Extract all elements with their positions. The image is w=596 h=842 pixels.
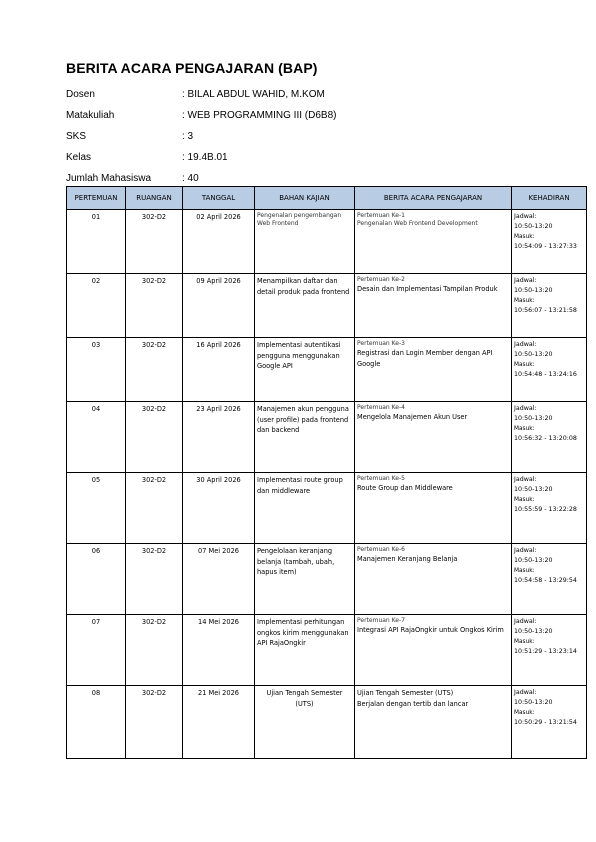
cell-kehadiran xyxy=(512,338,587,402)
meta-value: : WEB PROGRAMMING III (D6B8) xyxy=(182,110,337,121)
jadwal-label: Jadwal: xyxy=(514,618,537,625)
cell-tanggal: 02 April 2026 xyxy=(183,210,255,274)
masuk-label: Masuk: xyxy=(514,234,535,240)
masuk-label: Masuk: xyxy=(514,362,535,368)
cell-ruangan: 302-D2 xyxy=(126,338,183,402)
berita-title: Pertemuan Ke-2 xyxy=(357,276,405,283)
jadwal-value: 10:50-13:20 xyxy=(514,486,553,493)
column-header-kehadiran: KEHADIRAN xyxy=(512,187,587,210)
table-row xyxy=(67,210,587,274)
berita-text: Route Group dan Middleware xyxy=(357,484,453,492)
table-row xyxy=(67,544,587,615)
jadwal-label: Jadwal: xyxy=(514,476,537,483)
cell-kehadiran xyxy=(512,210,587,274)
jadwal-value: 10:50-13:20 xyxy=(514,699,553,706)
cell-tanggal: 30 April 2026 xyxy=(183,473,255,544)
bap-table xyxy=(66,186,587,759)
cell-berita-acara xyxy=(355,210,512,274)
meta-value: : 19.4B.01 xyxy=(182,152,228,163)
table-header-row xyxy=(67,187,587,210)
meta-row-kelas xyxy=(66,147,336,168)
cell-pertemuan: 07 xyxy=(67,615,126,686)
cell-berita-acara xyxy=(355,686,512,759)
cell-kehadiran xyxy=(512,402,587,473)
cell-tanggal: 09 April 2026 xyxy=(183,274,255,338)
masuk-value: 10:54:48 - 13:24:16 xyxy=(514,371,577,378)
masuk-value: 10:55:59 - 13:22:28 xyxy=(514,506,577,513)
cell-pertemuan: 06 xyxy=(67,544,126,615)
cell-tanggal: 07 Mei 2026 xyxy=(183,544,255,615)
cell-tanggal: 14 Mei 2026 xyxy=(183,615,255,686)
meta-label: Dosen xyxy=(66,89,95,100)
meta-label: SKS xyxy=(66,131,87,142)
jadwal-value: 10:50-13:20 xyxy=(514,557,553,564)
table-row xyxy=(67,274,587,338)
masuk-label: Masuk: xyxy=(514,568,535,574)
cell-bahan-kajian: Ujian Tengah Semester (UTS) xyxy=(255,686,355,759)
cell-ruangan: 302-D2 xyxy=(126,686,183,759)
masuk-label: Masuk: xyxy=(514,497,535,503)
meta-row-matakuliah xyxy=(66,105,336,126)
table-row xyxy=(67,402,587,473)
cell-berita-acara xyxy=(355,615,512,686)
column-header-ruangan: RUANGAN xyxy=(126,187,183,210)
cell-ruangan: 302-D2 xyxy=(126,473,183,544)
masuk-label: Masuk: xyxy=(514,426,535,432)
cell-tanggal: 23 April 2026 xyxy=(183,402,255,473)
cell-ruangan: 302-D2 xyxy=(126,274,183,338)
jadwal-label: Jadwal: xyxy=(514,341,537,348)
column-header-bahan-kajian: BAHAN KAJIAN xyxy=(255,187,355,210)
table-row xyxy=(67,686,587,759)
meta-row-sks xyxy=(66,126,336,147)
berita-title: Pertemuan Ke-1 xyxy=(357,212,405,219)
jadwal-value: 10:50-13:20 xyxy=(514,628,553,635)
cell-bahan-kajian: Manajemen akun pengguna (user profile) pada frontend dan backend xyxy=(255,402,355,473)
berita-title: Pertemuan Ke-4 xyxy=(357,404,405,411)
masuk-value: 10:56:07 - 13:21:58 xyxy=(514,307,577,314)
jadwal-value: 10:50-13:20 xyxy=(514,287,553,294)
cell-kehadiran xyxy=(512,686,587,759)
cell-berita-acara xyxy=(355,544,512,615)
bahan-text: Pengenalan pengembangan Web Frontend xyxy=(257,212,342,227)
masuk-label: Masuk: xyxy=(514,710,535,716)
berita-text: Registrasi dan Login Member dengan API Google xyxy=(357,349,493,368)
jadwal-label: Jadwal: xyxy=(514,277,537,284)
cell-bahan-kajian: Implementasi autentikasi pengguna menggunakan Google API xyxy=(255,338,355,402)
cell-kehadiran xyxy=(512,274,587,338)
page-title: BERITA ACARA PENGAJARAN (BAP) xyxy=(66,60,318,76)
berita-text: Desain dan Implementasi Tampilan Produk xyxy=(357,285,498,293)
meta-row-dosen xyxy=(66,84,336,105)
berita-title: Pertemuan Ke-5 xyxy=(357,475,405,482)
jadwal-label: Jadwal: xyxy=(514,213,537,220)
cell-pertemuan: 03 xyxy=(67,338,126,402)
cell-berita-acara xyxy=(355,473,512,544)
cell-pertemuan: 04 xyxy=(67,402,126,473)
jadwal-label: Jadwal: xyxy=(514,547,537,554)
meta-value: : BILAL ABDUL WAHID, M.KOM xyxy=(182,89,325,100)
masuk-value: 10:54:09 - 13:27:33 xyxy=(514,243,577,250)
berita-title: Pertemuan Ke-7 xyxy=(357,617,405,624)
berita-text: Mengelola Manajemen Akun User xyxy=(357,413,468,421)
cell-ruangan: 302-D2 xyxy=(126,210,183,274)
jadwal-value: 10:50-13:20 xyxy=(514,223,553,230)
column-header-berita-acara: BERITA ACARA PENGAJARAN xyxy=(355,187,512,210)
cell-berita-acara xyxy=(355,274,512,338)
meta-label: Kelas xyxy=(66,152,92,163)
meta-info xyxy=(66,84,336,189)
cell-kehadiran xyxy=(512,544,587,615)
cell-berita-acara xyxy=(355,402,512,473)
berita-title: Pertemuan Ke-3 xyxy=(357,340,405,347)
cell-pertemuan: 05 xyxy=(67,473,126,544)
cell-bahan-kajian: Menampilkan daftar dan detail produk pada frontend xyxy=(255,274,355,338)
masuk-label: Masuk: xyxy=(514,639,535,645)
cell-berita-acara xyxy=(355,338,512,402)
column-header-pertemuan: PERTEMUAN xyxy=(67,187,126,210)
masuk-value: 10:54:58 - 13:29:54 xyxy=(514,577,577,584)
masuk-value: 10:56:32 - 13:20:08 xyxy=(514,435,577,442)
cell-pertemuan: 01 xyxy=(67,210,126,274)
berita-text: Berjalan dengan tertib dan lancar xyxy=(357,699,469,708)
cell-bahan-kajian: Implementasi route group dan middleware xyxy=(255,473,355,544)
cell-tanggal: 16 April 2026 xyxy=(183,338,255,402)
cell-kehadiran xyxy=(512,473,587,544)
jadwal-value: 10:50-13:20 xyxy=(514,351,553,358)
masuk-value: 10:51:29 - 13:23:14 xyxy=(514,648,577,655)
cell-bahan-kajian: Pengelolaan keranjang belanja (tambah, ubah, hapus item) xyxy=(255,544,355,615)
cell-pertemuan: 08 xyxy=(67,686,126,759)
cell-kehadiran xyxy=(512,615,587,686)
berita-title: Pertemuan Ke-6 xyxy=(357,546,405,553)
table-row xyxy=(67,338,587,402)
cell-bahan-kajian xyxy=(255,210,355,274)
cell-tanggal: 21 Mei 2026 xyxy=(183,686,255,759)
table-row xyxy=(67,473,587,544)
berita-text: Integrasi API RajaOngkir untuk Ongkos Kirim xyxy=(357,626,504,634)
column-header-tanggal: TANGGAL xyxy=(183,187,255,210)
masuk-value: 10:50:29 - 13:21:54 xyxy=(514,719,577,726)
meta-label: Jumlah Mahasiswa xyxy=(66,173,152,184)
berita-text: Pengenalan Web Frontend Development xyxy=(357,220,478,227)
meta-label: Matakuliah xyxy=(66,110,115,121)
masuk-label: Masuk: xyxy=(514,298,535,304)
berita-text: Manajemen Keranjang Belanja xyxy=(357,555,458,563)
berita-title: Ujian Tengah Semester (UTS) xyxy=(357,689,454,697)
meta-value: : 40 xyxy=(182,173,199,184)
jadwal-value: 10:50-13:20 xyxy=(514,415,553,422)
cell-ruangan: 302-D2 xyxy=(126,544,183,615)
cell-pertemuan: 02 xyxy=(67,274,126,338)
cell-ruangan: 302-D2 xyxy=(126,615,183,686)
meta-value: : 3 xyxy=(182,131,194,142)
table-row xyxy=(67,615,587,686)
cell-ruangan: 302-D2 xyxy=(126,402,183,473)
jadwal-label: Jadwal: xyxy=(514,689,537,696)
cell-bahan-kajian: Implementasi perhitungan ongkos kirim menggunakan API RajaOngkir xyxy=(255,615,355,686)
jadwal-label: Jadwal: xyxy=(514,405,537,412)
